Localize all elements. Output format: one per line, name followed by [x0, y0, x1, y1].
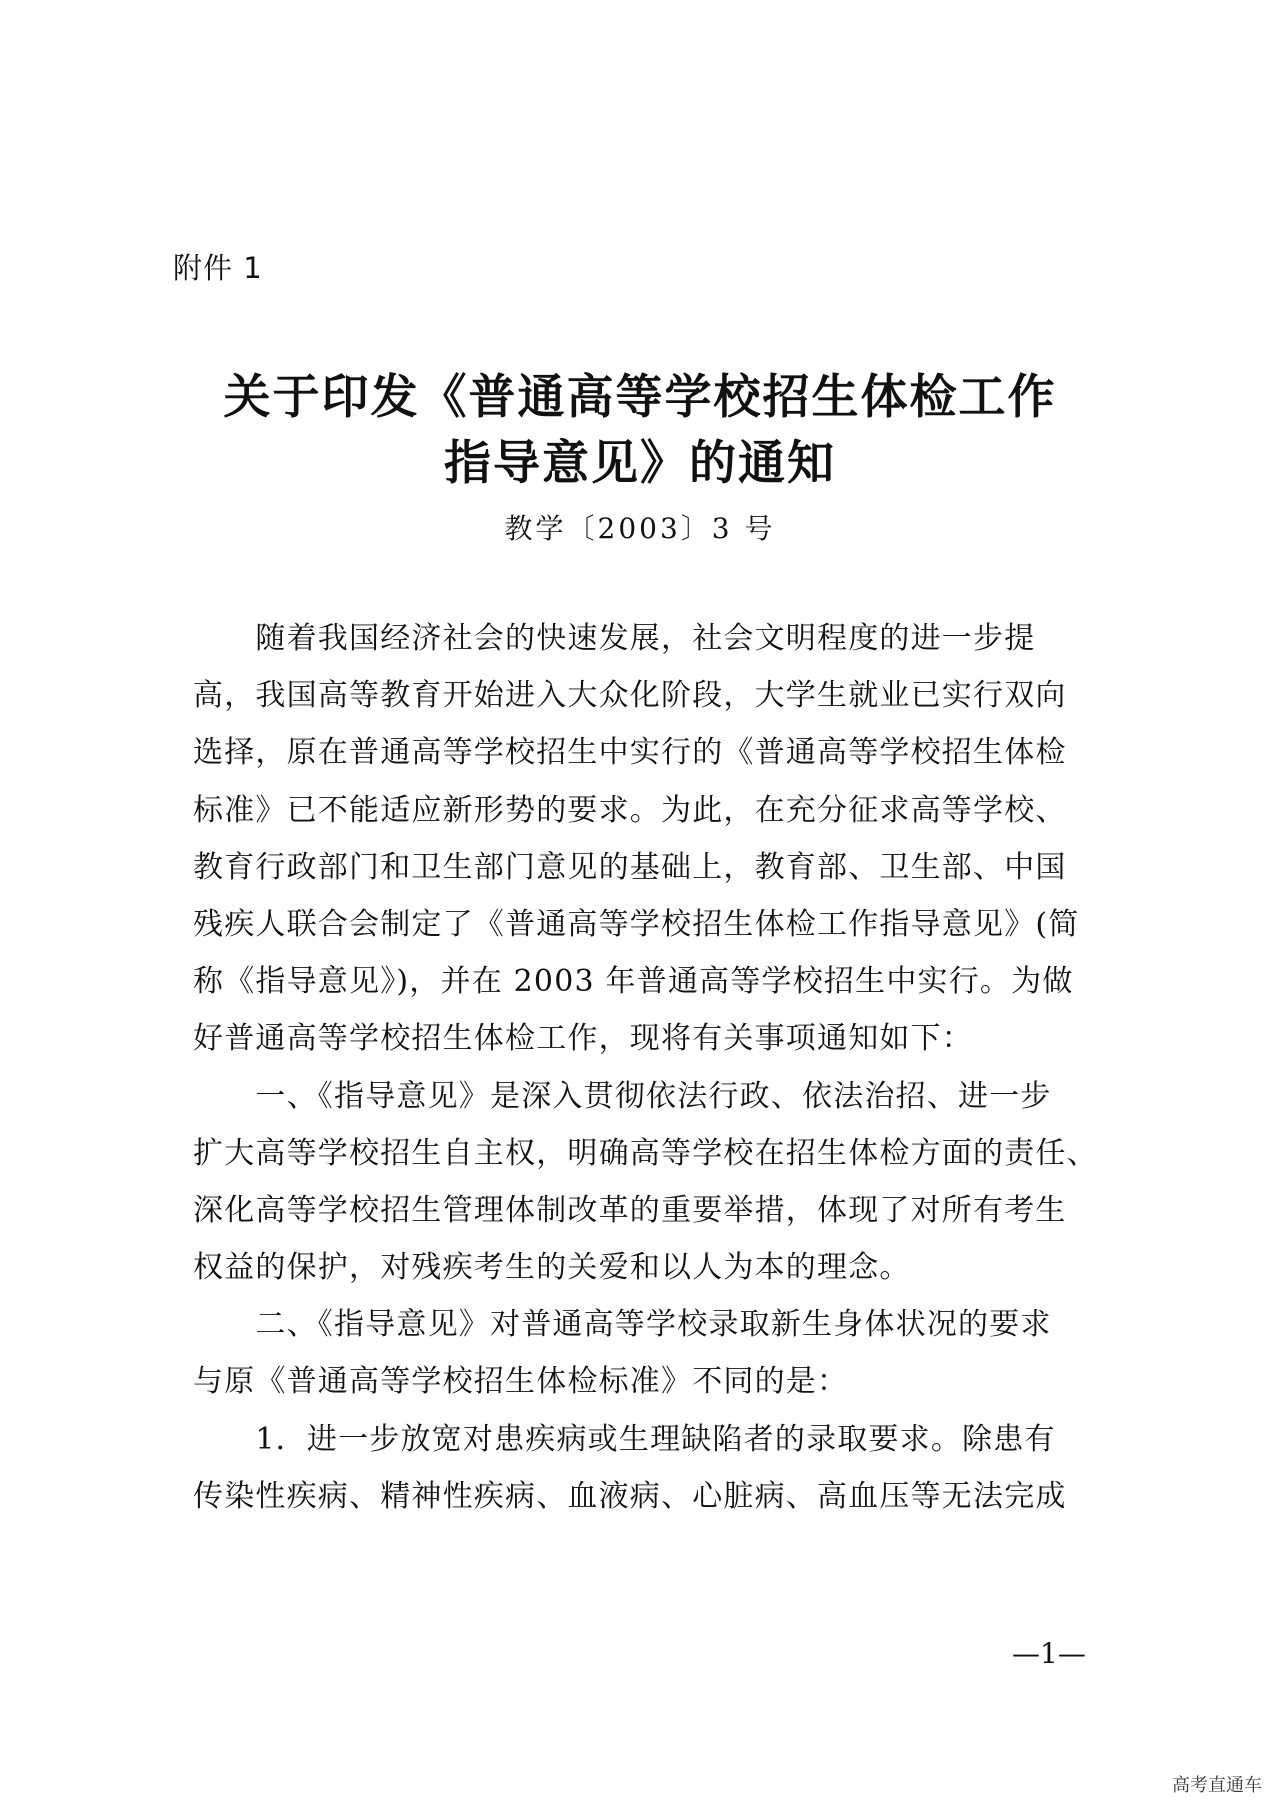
document-title-line-1: 关于印发《普通高等学校招生体检工作	[223, 370, 1057, 425]
page-number: —1—	[1012, 1637, 1086, 1670]
body-line: 选择，原在普通高等学校招生中实行的《普通高等学校招生体检	[193, 735, 1067, 771]
attachment-label: 附件 1	[173, 251, 263, 285]
watermark: 高考直通车	[1172, 1775, 1262, 1796]
body-line: 标准》已不能适应新形势的要求。为此，在充分征求高等学校、	[193, 792, 1067, 828]
body-line: 随着我国经济社会的快速发展，社会文明程度的进一步提	[193, 621, 1036, 656]
body-line: 教育行政部门和卫生部门意见的基础上，教育部、卫生部、中国	[193, 849, 1067, 885]
body-line: 与原《普通高等学校招生体检标准》不同的是：	[193, 1364, 849, 1400]
body-text	[193, 610, 1129, 1525]
body-line: 传染性疾病、精神性疾病、血液病、心脏病、高血压等无法完成	[193, 1478, 1067, 1514]
body-line: 深化高等学校招生管理体制改革的重要举措，体现了对所有考生	[193, 1192, 1067, 1228]
body-line: 一、《指导意见》是深入贯彻依法行政、依法治招、进一步	[193, 1078, 1052, 1114]
body-line: 扩大高等学校招生自主权，明确高等学校在招生体检方面的责任、	[193, 1135, 1098, 1171]
document-number: 教学〔2003〕3 号	[504, 512, 776, 545]
document-title-line-2: 指导意见》的通知	[444, 436, 836, 491]
body-line: 权益的保护，对残疾考生的关爱和以人为本的理念。	[193, 1250, 911, 1286]
body-line: 1．进一步放宽对患疾病或生理缺陷者的录取要求。除患有	[193, 1421, 1056, 1457]
body-line: 高，我国高等教育开始进入大众化阶段，大学生就业已实行双向	[193, 678, 1067, 714]
body-line: 二、《指导意见》对普通高等学校录取新生身体状况的要求	[193, 1307, 1052, 1343]
body-line: 残疾人联合会制定了《普通高等学校招生体检工作指导意见》(简	[193, 906, 1080, 942]
body-line: 好普通高等学校招生体检工作，现将有关事项通知如下：	[193, 1021, 973, 1057]
body-line: 称《指导意见》)，并在 2003 年普通高等学校招生中实行。为做	[193, 964, 1074, 1000]
